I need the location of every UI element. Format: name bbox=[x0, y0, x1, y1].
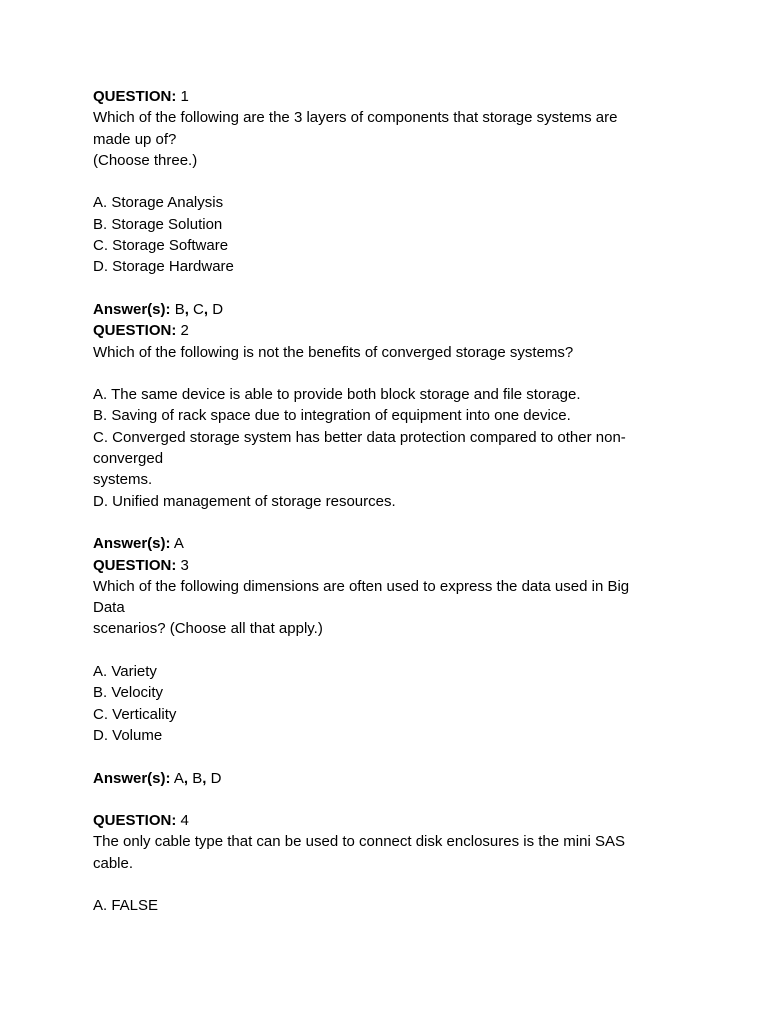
question-text-line: Data bbox=[93, 599, 125, 617]
question-text-line: Which of the following is not the benefits of converged storage systems? bbox=[93, 343, 574, 361]
question-header bbox=[93, 555, 683, 576]
answer-option: D. Unified management of storage resources. bbox=[93, 492, 396, 510]
spacer bbox=[93, 278, 683, 299]
answer-option: A. The same device is able to provide both block storage and file storage. bbox=[93, 386, 581, 404]
question-text-line: Which of the following dimensions are often used to express the data used in Big bbox=[93, 577, 630, 595]
spacer bbox=[93, 171, 683, 192]
answer-letter: B bbox=[192, 769, 203, 787]
question-text-line: scenarios? (Choose all that apply.) bbox=[93, 620, 323, 638]
answer-label: Answer(s): bbox=[93, 300, 171, 318]
question-text-line: The only cable type that can be used to connect disk enclosures is the mini SAS bbox=[93, 833, 625, 851]
spacer bbox=[93, 746, 683, 767]
question-header bbox=[93, 810, 683, 831]
answer-option: A. Storage Analysis bbox=[93, 194, 224, 212]
spacer bbox=[93, 789, 683, 810]
answer-key bbox=[93, 533, 683, 554]
spacer bbox=[93, 363, 683, 384]
answer-letter: C bbox=[193, 300, 204, 318]
answer-option: C. Converged storage system has better data protection compared to other non- bbox=[93, 428, 626, 446]
question-header bbox=[93, 86, 683, 107]
answer-letter: D bbox=[212, 300, 224, 318]
question-label: QUESTION: bbox=[93, 322, 177, 340]
answer-letter: A bbox=[173, 535, 184, 553]
answer-option: D. Storage Hardware bbox=[93, 258, 234, 276]
answer-option: D. Volume bbox=[93, 726, 163, 744]
question-number: 1 bbox=[180, 88, 189, 105]
question-text-line: Which of the following are the 3 layers of components that storage systems are bbox=[93, 109, 618, 127]
answer-option: B. Saving of rack space due to integration of equipment into one device. bbox=[93, 407, 571, 425]
answer-letter: B bbox=[174, 300, 185, 318]
answer-option: A. FALSE bbox=[93, 897, 159, 915]
answer-option: C. Storage Software bbox=[93, 237, 229, 255]
question-text-line: made up of? bbox=[93, 130, 177, 148]
answer-label: Answer(s): bbox=[93, 535, 171, 553]
answer-option: systems. bbox=[93, 471, 153, 489]
answer-key: Answer(s): A, B, D bbox=[93, 769, 222, 787]
answer-letter: A bbox=[173, 769, 184, 787]
question-number: 2 bbox=[180, 322, 189, 340]
question-label: QUESTION: bbox=[93, 88, 177, 105]
answer-label: Answer(s): bbox=[93, 769, 171, 787]
question-header bbox=[93, 320, 683, 341]
spacer bbox=[93, 640, 683, 661]
question-label: QUESTION: bbox=[93, 812, 177, 830]
question-number: 4 bbox=[180, 812, 189, 830]
spacer bbox=[93, 874, 683, 895]
answer-option: converged bbox=[93, 450, 164, 468]
answer-option: B. Velocity bbox=[93, 684, 164, 702]
answer-letter: D bbox=[210, 769, 222, 787]
answer-option: A. Variety bbox=[93, 663, 157, 681]
question-text-line: (Choose three.) bbox=[93, 151, 198, 169]
answer-option: C. Verticality bbox=[93, 705, 177, 723]
answer-key: Answer(s): B, C, D bbox=[93, 300, 224, 318]
answer-option: B. Storage Solution bbox=[93, 215, 223, 233]
question-text-line: cable. bbox=[93, 854, 134, 872]
document-page bbox=[93, 86, 683, 917]
question-label: QUESTION: bbox=[93, 556, 177, 574]
spacer bbox=[93, 512, 683, 533]
question-number: 3 bbox=[180, 556, 189, 574]
